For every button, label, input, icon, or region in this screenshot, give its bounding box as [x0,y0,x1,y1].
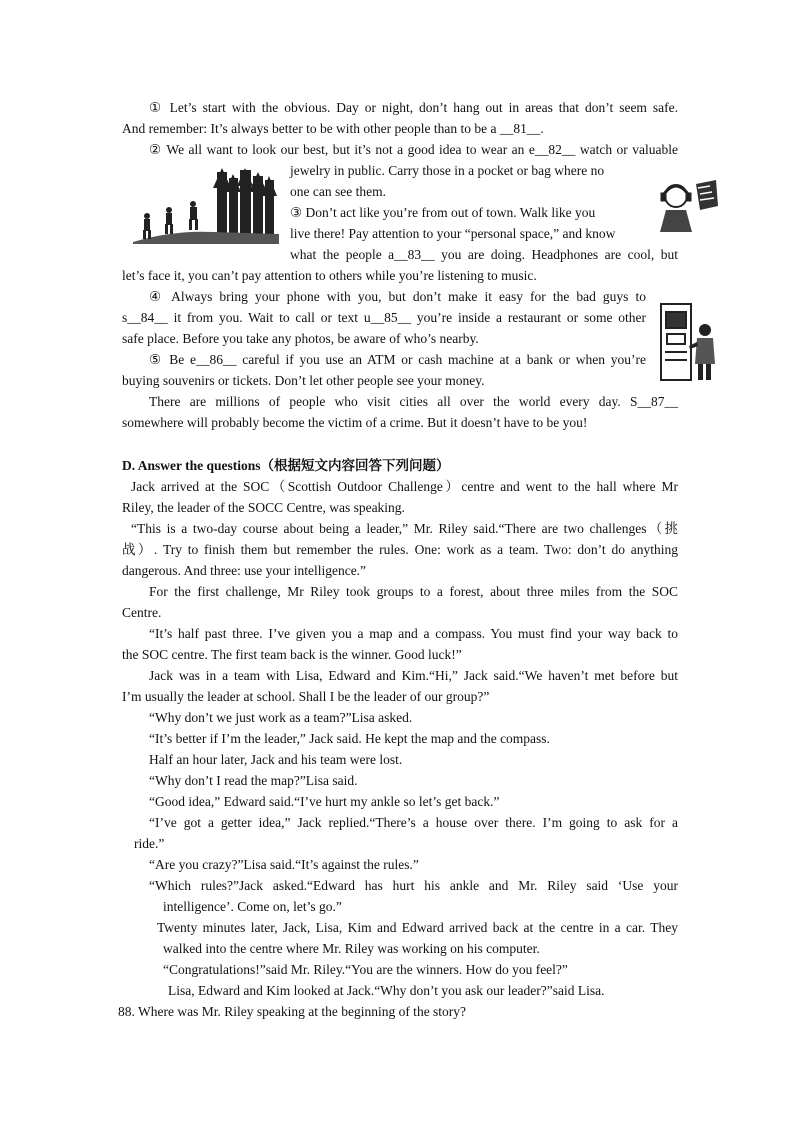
d-line-23: walked into the centre where Mr. Riley was working on his computer. [163,941,540,956]
tip4-line1: ④ Always bring your phone with you, but don’t make it easy for the bad guys to [149,289,646,304]
tip3-line2: live there! Pay attention to your “personal space,” and know [290,226,616,241]
d-line-7: Centre. [122,605,162,620]
d-line-1: Jack arrived at the SOC（Scottish Outdoor Challenge）centre and went to the hall where Mr [131,479,678,494]
ending-line2: somewhere will probably become the victim of a crime. But it doesn’t have to be you! [122,415,588,430]
tip4-line3: safe place. Before you take any photos, be aware of who’s nearby. [122,331,479,346]
tip3-line1: ③ Don’t act like you’re from out of town. Walk like you [290,205,596,220]
d-line-5: dangerous. And three: use your intelligence.” [122,563,367,578]
d-line-11: I’m usually the leader at school. Shall I be the leader of our group?” [122,689,490,704]
tip5-line1: ⑤ Be e__86__ careful if you use an ATM or cash machine at a bank or when you’re [149,352,646,367]
tip2-line2: jewelry in public. Carry those in a pocket or bag where no [290,163,605,178]
d-line-6: For the first challenge, Mr Riley took groups to a forest, about three miles from the SOC [149,584,678,599]
d-line-13: “It’s better if I’m the leader,” Jack said. He kept the map and the compass. [149,731,550,746]
tip1-line1: ① Let’s start with the obvious. Day or night, don’t hang out in areas that don’t seem safe. [149,100,678,115]
d-line-4: 战）. Try to finish them but remember the rules. One: work as a team. Two: don’t do anything [122,542,678,557]
d-line-21: intelligence’. Come on, let’s go.” [163,899,342,914]
tip2-line3: one can see them. [290,184,386,199]
d-line-18: ride.” [134,836,165,851]
d-line-24: “Congratulations!”said Mr. Riley.“You are the winners. How do you feel?” [163,962,568,977]
headphones-person-illustration [650,176,720,236]
d-line-12: “Why don’t we just work as a team?”Lisa asked. [149,710,413,725]
d-line-3: “This is a two-day course about being a leader,” Mr. Riley said.“There are two challenges（挑 [131,521,678,536]
tip5-line2: buying souvenirs or tickets. Don’t let other people see your money. [122,373,485,388]
d-line-16: “Good idea,” Edward said.“I’ve hurt my ankle so let’s get back.” [149,794,500,809]
d-line-22: Twenty minutes later, Jack, Lisa, Kim and Edward arrived back at the centre in a car. They [157,920,678,935]
tip4-line2: s__84__ it from you. Wait to call or text u__85__ you’re inside a restaurant or some other [122,310,646,325]
d-line-20: “Which rules?”Jack asked.“Edward has hurt his ankle and Mr. Riley said ‘Use your [149,878,678,893]
d-line-19: “Are you crazy?”Lisa said.“It’s against the rules.” [149,857,419,872]
d-line-25: Lisa, Edward and Kim looked at Jack.“Why don’t you ask our leader?”said Lisa. [168,983,605,998]
atm-machine-illustration [659,300,719,384]
hikers-forest-illustration [133,168,279,244]
tip1-line2: And remember: It’s always better to be with other people than to be a __81__. [122,121,544,136]
d-line-17: “I’ve got a getter idea,” Jack replied.“There’s a house over there. I’m going to ask for a [149,815,678,830]
tip3-line4: let’s face it, you can’t pay attention to others while you’re listening to music. [122,268,537,283]
d-line-2: Riley, the leader of the SOCC Centre, was speaking. [122,500,405,515]
d-line-9: the SOC centre. The first team back is the winner. Good luck!” [122,647,462,662]
ending-line1: There are millions of people who visit cities all over the world every day. S__87__ [149,394,678,409]
d-line-8: “It’s half past three. I’ve given you a map and a compass. You must find your way back to [149,626,678,641]
question-88: 88. Where was Mr. Riley speaking at the beginning of the story? [118,1004,467,1019]
d-line-15: “Why don’t I read the map?”Lisa said. [149,773,358,788]
d-line-10: Jack was in a team with Lisa, Edward and Kim.“Hi,” Jack said.“We haven’t met before but [149,668,678,683]
tip2-line1: ② We all want to look our best, but it’s not a good idea to wear an e__82__ watch or valuable [149,142,678,157]
section-d-heading: D. Answer the questions（根据短文内容回答下列问题） [122,458,450,473]
d-line-14: Half an hour later, Jack and his team were lost. [149,752,403,767]
tip3-line3: what the people a__83__ you are doing. Headphones are cool, but [290,247,678,262]
